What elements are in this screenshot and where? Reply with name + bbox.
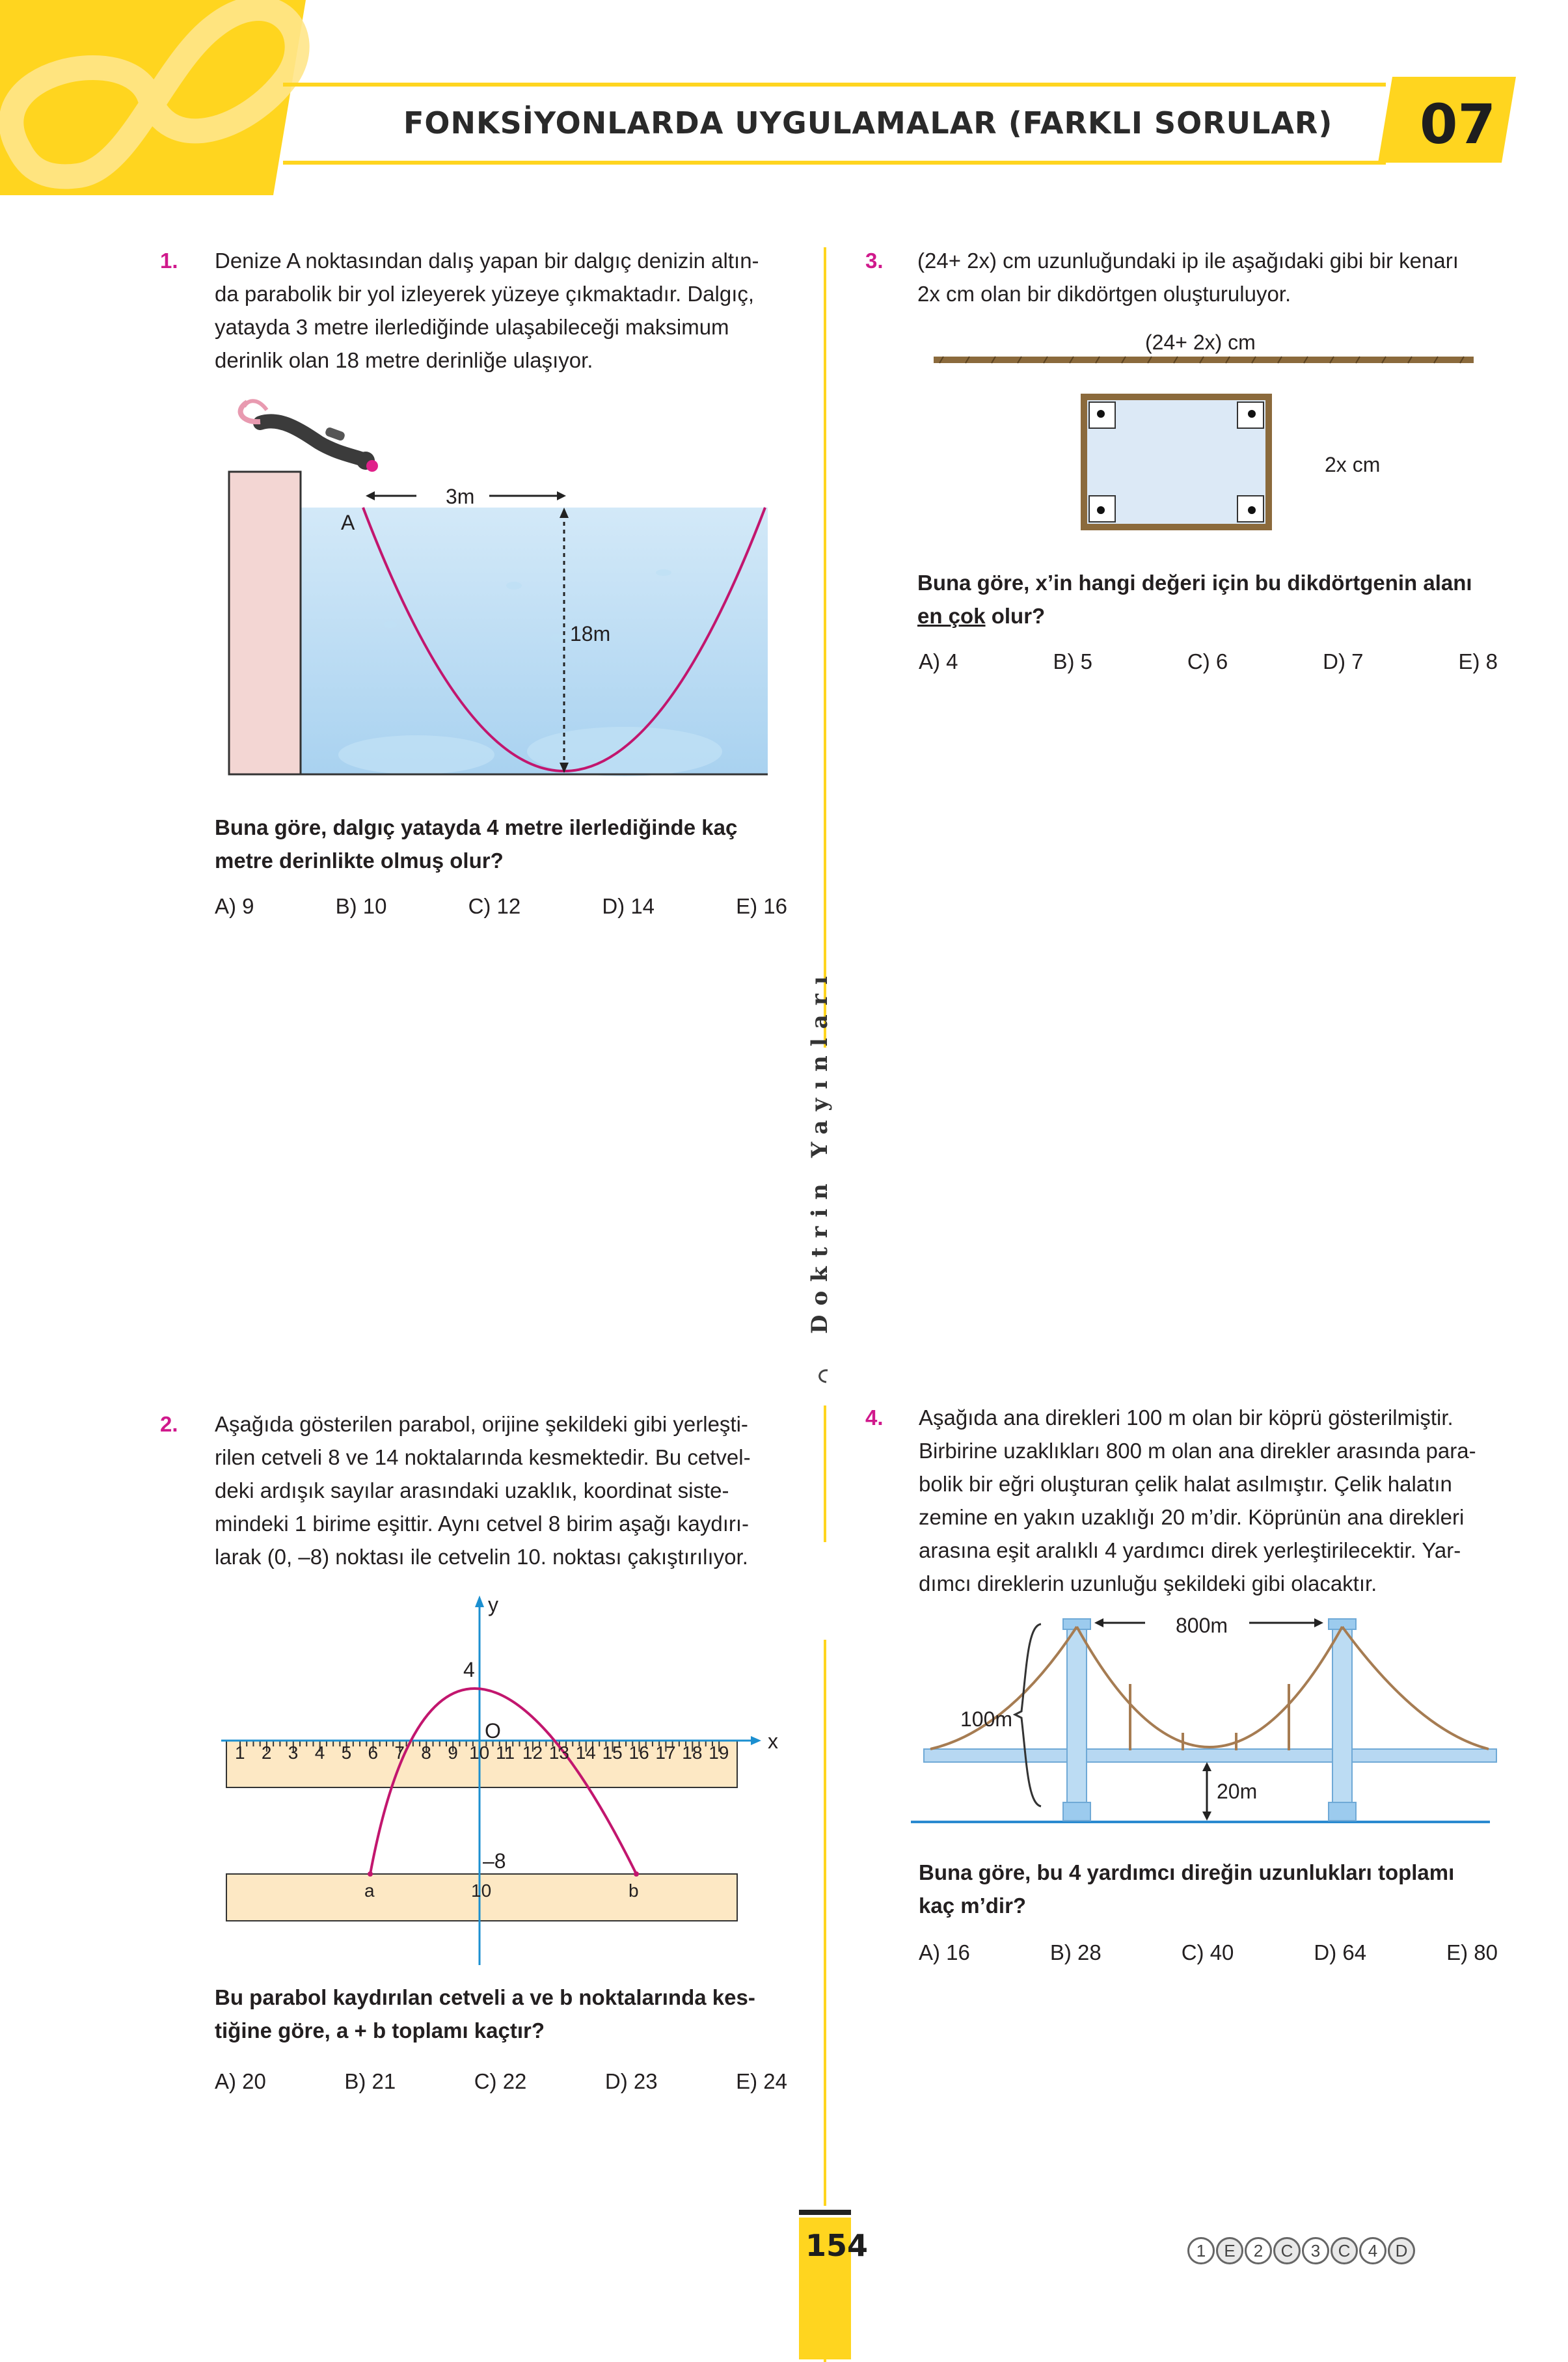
q1-number: 1. — [160, 249, 178, 273]
q2-number: 2. — [160, 1412, 178, 1436]
y-top-value: 4 — [463, 1658, 475, 1681]
q3-ask-post: olur? — [985, 604, 1046, 628]
ruler-number: 7 — [394, 1743, 405, 1763]
ruler-number: 19 — [709, 1743, 729, 1763]
page-title: FONKSİYONLARDA UYGULAMALAR (FARKLI SORULAR) — [403, 105, 1333, 141]
q1-line: da parabolik bir yol izleyerek yüzeye çıkmaktadır. Dalgıç, — [215, 282, 755, 306]
q1-point-a: A — [341, 511, 355, 534]
choice-d[interactable]: D) 7 — [1323, 649, 1364, 673]
q4-ask-line: kaç m’dir? — [919, 1894, 1027, 1918]
ruler-number: 10 — [469, 1743, 490, 1763]
ruler-number: 17 — [655, 1743, 676, 1763]
q4-line: Birbirine uzaklıkları 800 m olan ana direkler arasında para- — [919, 1439, 1476, 1463]
q4-tower-label: 100m — [960, 1707, 1013, 1731]
q1-ask-line: metre derinlikte olmuş olur? — [215, 848, 504, 873]
choice-c[interactable]: C) 40 — [1181, 1940, 1234, 1964]
q4-min-label: 20m — [1217, 1780, 1258, 1803]
ruler-number: 3 — [288, 1743, 299, 1763]
ruler2-b: b — [629, 1880, 639, 1901]
ruler-number: 15 — [602, 1743, 623, 1763]
q2-ask-line: tiğine göre, a + b toplamı kaçtır? — [215, 2018, 545, 2043]
choice-c[interactable]: C) 22 — [474, 2069, 527, 2093]
ruler-number: 11 — [496, 1743, 515, 1763]
q2-text — [215, 1407, 794, 1573]
q4-text — [919, 1401, 1504, 1600]
ruler-number: 18 — [682, 1743, 703, 1763]
q1-ask-line: Buna göre, dalgıç yatayda 4 metre ilerlediğinde kaç — [215, 815, 738, 839]
choice-e[interactable]: E) 24 — [736, 2069, 787, 2093]
answer-key-q: 3 — [1302, 2237, 1329, 2264]
q2-choices — [215, 2069, 787, 2094]
answer-key-a: E — [1216, 2237, 1243, 2264]
q2-line: Aşağıda gösterilen parabol, orijine şekildeki gibi yerleşti- — [215, 1412, 748, 1436]
bridge-deck — [924, 1749, 1496, 1762]
tower-height-brace — [1015, 1624, 1041, 1806]
q2-line: larak (0, –8) noktası ile cetvelin 10. noktası çakıştırılıyor. — [215, 1545, 748, 1569]
q1-line: yatayda 3 metre ilerlediğinde ulaşabileceği maksimum — [215, 315, 729, 339]
ruler-number: 16 — [629, 1743, 649, 1763]
q4-line: zemine en yakın uzaklığı 20 m’dir. Köprünün ana direkleri — [919, 1505, 1465, 1529]
q4-choices — [919, 1940, 1498, 1965]
q2-ask-line: Bu parabol kaydırılan cetveli a ve b noktalarında kes- — [215, 1985, 755, 2009]
q4-line: dımcı direklerin uzunluğu şekildeki gibi olacaktır. — [919, 1571, 1377, 1595]
ruler-number: 8 — [421, 1743, 431, 1763]
q4-ask-line: Buna göre, bu 4 yardımcı direğin uzunlukları toplamı — [919, 1860, 1455, 1884]
ruler2-a: a — [364, 1880, 375, 1901]
q1-depth-label: 18m — [570, 622, 611, 645]
answer-key-a: C — [1331, 2237, 1358, 2264]
answer-key-a: C — [1273, 2237, 1301, 2264]
q2-line: mindeki 1 birime eşittir. Aynı cetvel 8 birim aşağı kaydırı- — [215, 1512, 750, 1536]
answer-key — [1187, 2237, 1415, 2264]
choice-e[interactable]: E) 16 — [736, 894, 787, 918]
choice-d[interactable]: D) 64 — [1314, 1940, 1367, 1964]
diver-icon — [241, 401, 378, 472]
q1-figure — [221, 390, 781, 781]
q4-line: Aşağıda ana direkleri 100 m olan bir köprü gösterilmiştir. — [919, 1405, 1453, 1430]
answer-key-q: 4 — [1359, 2237, 1386, 2264]
q2-line: deki ardışık sayılar arasındaki uzaklık, koordinat siste- — [215, 1478, 729, 1502]
q1-horizontal-label: 3m — [446, 485, 475, 508]
sea — [301, 508, 768, 774]
ruler-number: 2 — [261, 1743, 272, 1763]
chapter-number: 07 — [1420, 92, 1496, 156]
q2-figure — [221, 1588, 794, 1965]
q2-line: rilen cetveli 8 ve 14 noktalarında kesmektedir. Bu cetvel- — [215, 1445, 751, 1469]
tower-right — [1329, 1619, 1356, 1821]
ruler-number: 4 — [314, 1743, 325, 1763]
q4-line: arasına eşit aralıklı 4 yardımcı direk yerleştirilecektir. Yar- — [919, 1538, 1461, 1562]
choice-a[interactable]: A) 20 — [215, 2069, 266, 2093]
q4-number: 4. — [865, 1405, 884, 1430]
choice-b[interactable]: B) 21 — [344, 2069, 396, 2093]
q4-ask — [919, 1856, 1504, 1922]
page-number: 154 — [805, 2228, 869, 2263]
choice-b[interactable]: B) 5 — [1053, 649, 1092, 673]
neg-value: –8 — [483, 1849, 506, 1873]
choice-d[interactable]: D) 23 — [604, 2069, 658, 2093]
q3-line: (24+ 2x) cm uzunluğundaki ip ile aşağıdaki gibi bir kenarı — [917, 249, 1459, 273]
ruler-number: 1 — [235, 1743, 245, 1763]
ruler-number: 5 — [341, 1743, 352, 1763]
choice-e[interactable]: E) 80 — [1446, 1940, 1498, 1964]
q4-span-label: 800m — [1176, 1614, 1228, 1637]
choice-d[interactable]: D) 14 — [602, 894, 655, 918]
choice-b[interactable]: B) 10 — [335, 894, 387, 918]
q3-line: 2x cm olan bir dikdörtgen oluşturuluyor. — [917, 282, 1291, 306]
q3-number: 3. — [865, 249, 884, 273]
publisher-vertical: Doktrin Yayınları — [807, 967, 833, 1334]
answer-key-q: 1 — [1187, 2237, 1215, 2264]
q3-choices — [919, 649, 1498, 674]
q1-text — [215, 244, 791, 377]
ruler-number: 14 — [575, 1743, 596, 1763]
q2-ask — [215, 1981, 794, 2047]
aux-columns — [1130, 1684, 1289, 1750]
choice-a[interactable]: A) 4 — [919, 649, 958, 673]
choice-c[interactable]: C) 12 — [468, 894, 521, 918]
q1-choices — [215, 894, 787, 919]
q3-text — [917, 244, 1496, 310]
x-axis-label: x — [768, 1730, 778, 1753]
choice-a[interactable]: A) 9 — [215, 894, 254, 918]
main-cable — [1077, 1627, 1342, 1747]
choice-c[interactable]: C) 6 — [1187, 649, 1228, 673]
q3-ask-line: Buna göre, x’in hangi değeri için bu dikdörtgenin alanı — [917, 571, 1472, 595]
ruler-number: 12 — [522, 1743, 543, 1763]
ruler-number: 9 — [448, 1743, 458, 1763]
tower-left — [1063, 1619, 1090, 1821]
q1-line: Denize A noktasından dalış yapan bir dalgıç denizin altın- — [215, 249, 759, 273]
ruler-number: 13 — [548, 1743, 569, 1763]
ruler2-ten: 10 — [471, 1880, 492, 1901]
q3-figure — [930, 351, 1483, 540]
publisher-logo-icon — [813, 1366, 833, 1386]
q1-ask — [215, 811, 794, 877]
origin-label: O — [485, 1719, 501, 1743]
q1-line: derinlik olan 18 metre derinliğe ulaşıyor. — [215, 348, 593, 372]
q3-ask — [917, 566, 1503, 632]
q3-rope-label: (24+ 2x) cm — [1145, 331, 1256, 354]
header-graphic — [0, 0, 1568, 195]
ruler-number: 6 — [368, 1743, 379, 1763]
choice-a[interactable]: A) 16 — [919, 1940, 970, 1964]
answer-key-a: D — [1388, 2237, 1415, 2264]
q3-ask-underlined: en çok — [917, 604, 986, 628]
answer-key-q: 2 — [1245, 2237, 1272, 2264]
y-axis-label: y — [488, 1593, 498, 1616]
choice-b[interactable]: B) 28 — [1049, 1940, 1102, 1964]
choice-e[interactable]: E) 8 — [1458, 649, 1498, 673]
q4-line: bolik bir eğri oluşturan çelik halat asılmıştır. Çelik halatın — [919, 1472, 1452, 1496]
side-cable-right — [1342, 1627, 1489, 1749]
cliff — [229, 472, 301, 774]
q3-side-label: 2x cm — [1325, 453, 1381, 476]
